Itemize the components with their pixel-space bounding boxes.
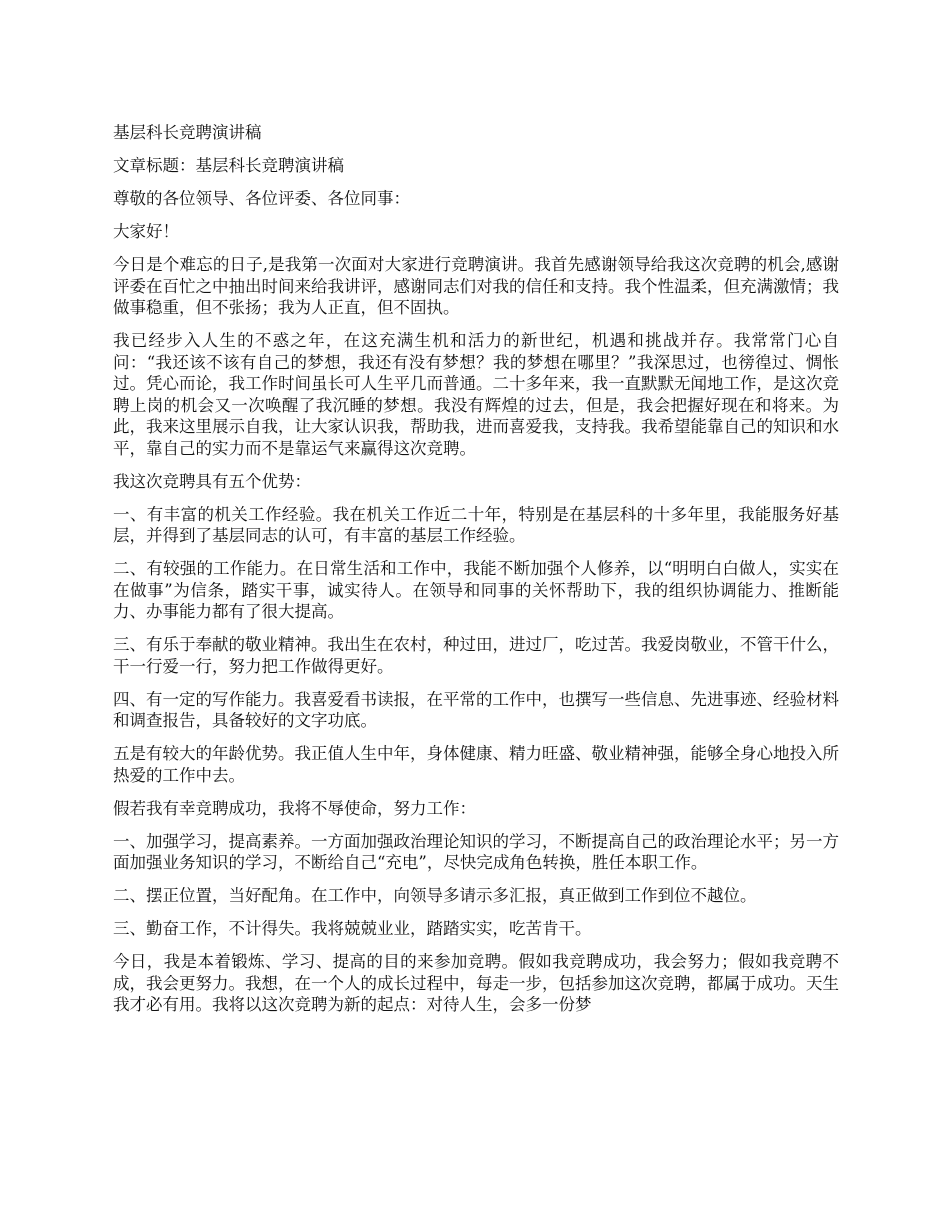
paragraph-intro: 今日是个难忘的日子,是我第一次面对大家进行竞聘演讲。我首先感谢领导给我这次竞聘的机会,感谢评委在百忙之中抽出时间来给我讲评，感谢同志们对我的信任和支持。我个性温柔，但充满激情；我做事稳重，但不张扬；我为人正直，但不固执。 xyxy=(113,255,839,317)
article-title-line: 文章标题：基层科长竞聘演讲稿 xyxy=(113,156,344,175)
paragraph-advantage-2: 二、有较强的工作能力。在日常生活和工作中，我能不断加强个人修养，以“明明白白做人，实实在在做事”为信条，踏实干事，诚实待人。在领导和同事的关怀帮助下，我的组织协调能力、推断能力、办事能力都有了很大提高。 xyxy=(113,559,839,621)
document-body xyxy=(113,122,839,1027)
paragraph-closing: 今日，我是本着锻炼、学习、提高的目的来参加竞聘。假如我竞聘成功，我会努力；假如我竞聘不成，我会更努力。我想，在一个人的成长过程中，每走一步，包括参加这次竞聘，都属于成功。天生我才必有用。我将以这次竞聘为新的起点：对待人生，会多一份梦 xyxy=(113,952,839,1014)
document-title: 基层科长竞聘演讲稿 xyxy=(113,123,262,142)
salutation: 尊敬的各位领导、各位评委、各位同事： xyxy=(113,189,410,208)
paragraph-advantage-4: 四、有一定的写作能力。我喜爱看书读报，在平常的工作中，也撰写一些信息、先进事迹、经验材料和调查报告，具备较好的文字功底。 xyxy=(113,689,839,730)
paragraph-plan-3: 三、勤奋工作，不计得失。我将兢兢业业，踏踏实实，吃苦肯干。 xyxy=(113,919,592,938)
paragraph-advantage-5: 五是有较大的年龄优势。我正值人生中年，身体健康、精力旺盛、敬业精神强，能够全身心地投入所热爱的工作中去。 xyxy=(113,744,839,785)
paragraph-advantages-heading: 我这次竞聘具有五个优势： xyxy=(113,471,311,491)
paragraph-plan-heading: 假若我有幸竞聘成功，我将不辱使命，努力工作： xyxy=(113,798,476,818)
paragraph-advantage-3: 三、有乐于奉献的敬业精神。我出生在农村，种过田，进过厂，吃过苦。我爱岗敬业，不管干什么，干一行爱一行，努力把工作做得更好。 xyxy=(113,635,839,676)
paragraph-dream: 我已经步入人生的不惑之年，在这充满生机和活力的新世纪，机遇和挑战并存。我常常门心自问：“我还该不该有自己的梦想，我还有没有梦想？我的梦想在哪里？”我深思过，也徬徨过、惆怅过。凭心而论，我工作时间虽长可人生平几而普通。二十多年来，我一直默默无闻地工作，是这次竞聘上岗的机会又一次唤醒了我沉睡的梦想。我没有辉煌的过去，但是，我会把握好现在和将来。为此，我来这里展示自我，让大家认识我，帮助我，进而喜爱我，支持我。我希望能靠自己的知识和水平，靠自己的实力而不是靠运气来赢得这次竞聘。 xyxy=(113,331,839,458)
paragraph-plan-1: 一、加强学习，提高素养。一方面加强政治理论知识的学习，不断提高自己的政治理论水平；另一方面加强业务知识的学习，不断给自己“充电”，尽快完成角色转换，胜任本职工作。 xyxy=(113,831,839,872)
paragraph-plan-2: 二、摆正位置，当好配角。在工作中，向领导多请示多汇报，真正做到工作到位不越位。 xyxy=(113,886,757,905)
greeting: 大家好！ xyxy=(113,222,179,241)
paragraph-advantage-1: 一、有丰富的机关工作经验。我在机关工作近二十年，特别是在基层科的十多年里，我能服务好基层，并得到了基层同志的认可，有丰富的基层工作经验。 xyxy=(113,504,839,545)
